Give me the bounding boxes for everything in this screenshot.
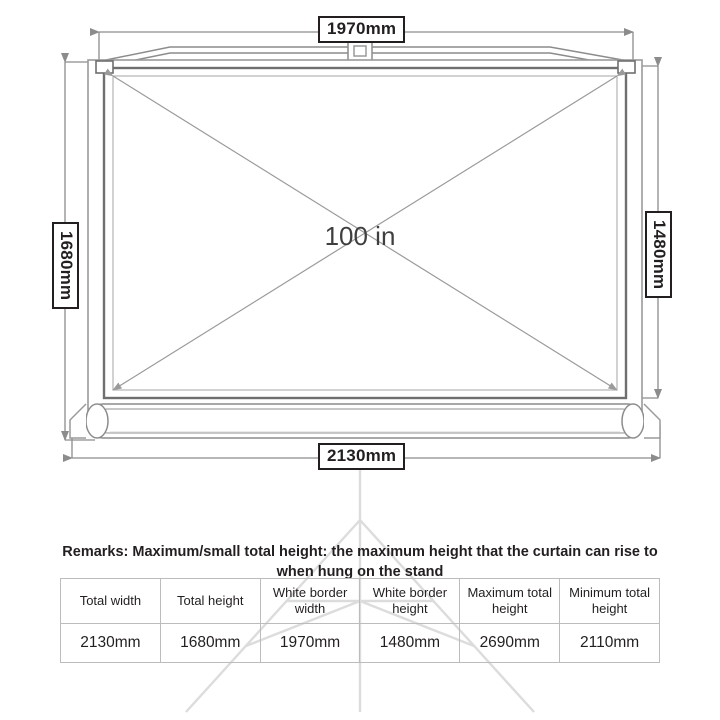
table-header-cell: Minimum total height xyxy=(560,579,660,624)
table-header-cell: White border width xyxy=(260,579,360,624)
table-header-cell: White border height xyxy=(360,579,460,624)
label-white-border-height: 1480mm xyxy=(645,211,672,298)
table-header-cell: Total width xyxy=(61,579,161,624)
table-header-row xyxy=(61,579,660,624)
table-header-cell: Maximum total height xyxy=(460,579,560,624)
table-cell: 2690mm xyxy=(460,624,560,663)
screen-size-label: 100 in xyxy=(324,221,396,251)
label-total-width: 2130mm xyxy=(318,443,405,470)
table-row xyxy=(61,624,660,663)
table-cell: 1680mm xyxy=(160,624,260,663)
table-header-cell: Total height xyxy=(160,579,260,624)
remarks-text: Remarks: Maximum/small total height: the maximum height that the curtain can rise to when hung on the stand xyxy=(62,544,658,580)
table-cell: 2130mm xyxy=(61,624,161,663)
label-white-border-width: 1970mm xyxy=(318,16,405,43)
screen-roller-case xyxy=(70,404,660,438)
table-cell: 1480mm xyxy=(360,624,460,663)
label-total-height: 1680mm xyxy=(52,222,79,309)
spec-table xyxy=(60,578,660,663)
table-cell: 2110mm xyxy=(560,624,660,663)
table-cell: 1970mm xyxy=(260,624,360,663)
